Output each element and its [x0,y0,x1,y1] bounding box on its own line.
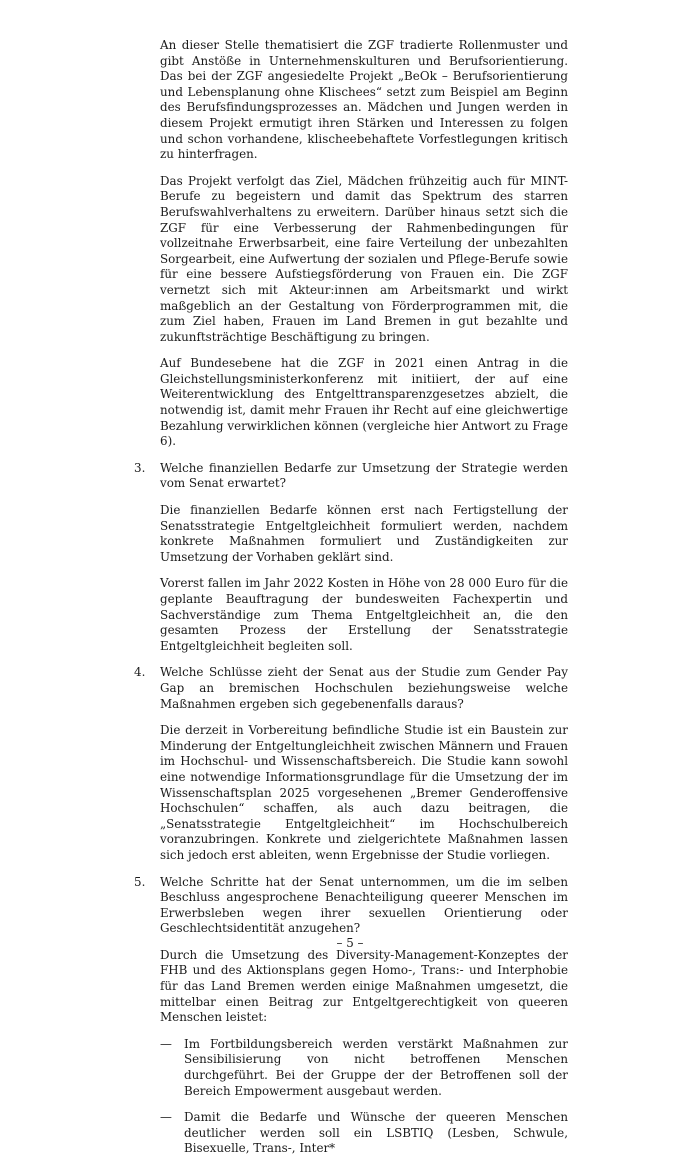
bullet-item [160,1037,568,1099]
document-body [134,38,568,1168]
question-4 [134,665,568,712]
answer-paragraph: Vorerst fallen im Jahr 2022 Kosten in Höhe von 28 000 Euro für die geplante Beauftragung der bundesweiten Fachexpertin und Sachverständige zum Thema Entgeltgleichheit an, die den gesamten Prozess der Erstellung der Senatsstrategie Entgeltgleichheit begleiten soll. [160,576,568,653]
question-text: Welche Schlüsse zieht der Senat aus der Studie zum Gender Pay Gap an bremischen Hochschulen beziehungsweise welche Maßnahmen ergeben sich gegebenenfalls daraus? [160,665,568,711]
page-number: – 5 – [336,936,364,950]
bullet-item [160,1110,568,1157]
answer-paragraph: Durch die Umsetzung des Diversity-Management-Konzeptes der FHB und des Aktionsplans gegen Homo-, Trans:- und Interphobie für das Land Bremen werden einige Maßnahmen umgesetzt, die mittelbar einen Beitrag zur Entgeltgerechtigkeit von queeren Menschen leistet: [160,947,568,1025]
question-number: 4. [134,665,146,680]
paragraph: Auf Bundesebene hat die ZGF in 2021 einen Antrag in die Gleichstellungsministerkonferenz mit initiiert, der auf eine Weiterentwicklung des Entgelttransparenzgesetzes abzielt, die notwendig ist, damit mehr Frauen ihr Recht auf eine gleichwertige Bezahlung verwirklichen können (vergleiche hier Antwort zu Frage 6). [160,356,568,449]
bullet-text: Im Fortbildungsbereich werden verstärkt Maßnahmen zur Sensibilisierung von nicht betroffenen Menschen durchgeführt. Bei der Gruppe der der Betroffenen soll der Bereich Empowerment ausgebaut werden. [184,1036,568,1098]
answer-paragraph: Die derzeit in Vorbereitung befindliche Studie ist ein Baustein zur Minderung der Entgeltungleichheit zwischen Männern und Frauen im Hochschul- und Wissenschaftsbereich. Die Studie kann sowohl eine notwendige Informationsgrundlage für die Umsetzung der im Wissenschaftsplan 2025 vorgesehenen „Bremer Genderoffensive Hochschulen“ schaffen, als auch dazu beitragen, die „Senatsstrategie Entgeltgleichheit“ im Hochschulbereich voranzubringen. Konkrete und zielgerichtete Maßnahmen lassen sich jedoch erst ableiten, wenn Ergebnisse der Studie vorliegen. [160,723,568,862]
question-number: 3. [134,460,146,475]
question-text: Welche finanziellen Bedarfe zur Umsetzung der Strategie werden vom Senat erwartet? [160,460,568,491]
paragraph: Das Projekt verfolgt das Ziel, Mädchen frühzeitig auch für MINT-Berufe zu begeistern und damit das Spektrum des starren Berufswahlverhaltens zu erweitern. Darüber hinaus setzt sich die ZGF für eine Verbesserung der Rahmenbedingungen für vollzeitnahe Erwerbsarbeit, eine faire Verteilung der unbezahlten Sorgearbeit, eine Aufwertung der sozialen und Pflege-Berufe sowie für eine bessere Aufstiegsförderung von Frauen ein. Die ZGF vernetzt sich mit Akteur:innen am Arbeitsmarkt und wirkt maßgeblich an der Gestaltung von Förderprogrammen mit, die zum Ziel haben, Frauen im Land Bremen in gut bezahlte und zukunftsträchtige Beschäftigung zu bringen. [160,173,568,344]
question-3 [134,460,568,492]
question-text: Welche Schritte hat der Senat unternommen, um die im selben Beschluss angesprochene Benachteiligung queerer Menschen im Erwerbsleben wegen ihrer sexuellen Orientierung oder Geschlechtsidentität anzugehen? [160,874,568,936]
question-number: 5. [134,874,146,889]
paragraph: An dieser Stelle thematisiert die ZGF tradierte Rollenmuster und gibt Anstöße in Unternehmenskulturen und Berufsorientierung. Das bei der ZGF angesiedelte Projekt „BeOk – Berufsorientierung und Lebensplanung ohne Klischees“ setzt zum Beispiel am Beginn des Berufsfindungsprozesses an. Mädchen und Jungen werden in diesem Projekt ermutigt ihren Stärken und Interessen zu folgen und schon vorhandene, klischeebehaftete Vorfestlegungen kritisch zu hinterfragen. [160,38,568,162]
answer-paragraph: Die finanziellen Bedarfe können erst nach Fertigstellung der Senatsstrategie Entgeltgleichheit formuliert werden, nachdem konkrete Maßnahmen formuliert und Zuständigkeiten zur Umsetzung der Vorhaben geklärt sind. [160,503,568,564]
question-5 [134,874,568,937]
dash-bullet-icon: — [160,1036,172,1051]
dash-bullet-icon: — [160,1110,172,1125]
bullet-text: Damit die Bedarfe und Wünsche der queeren Menschen deutlicher werden soll ein LSBTIQ (Lesben, Schwule, Bisexuelle, Trans-, Inter* [184,1110,568,1156]
